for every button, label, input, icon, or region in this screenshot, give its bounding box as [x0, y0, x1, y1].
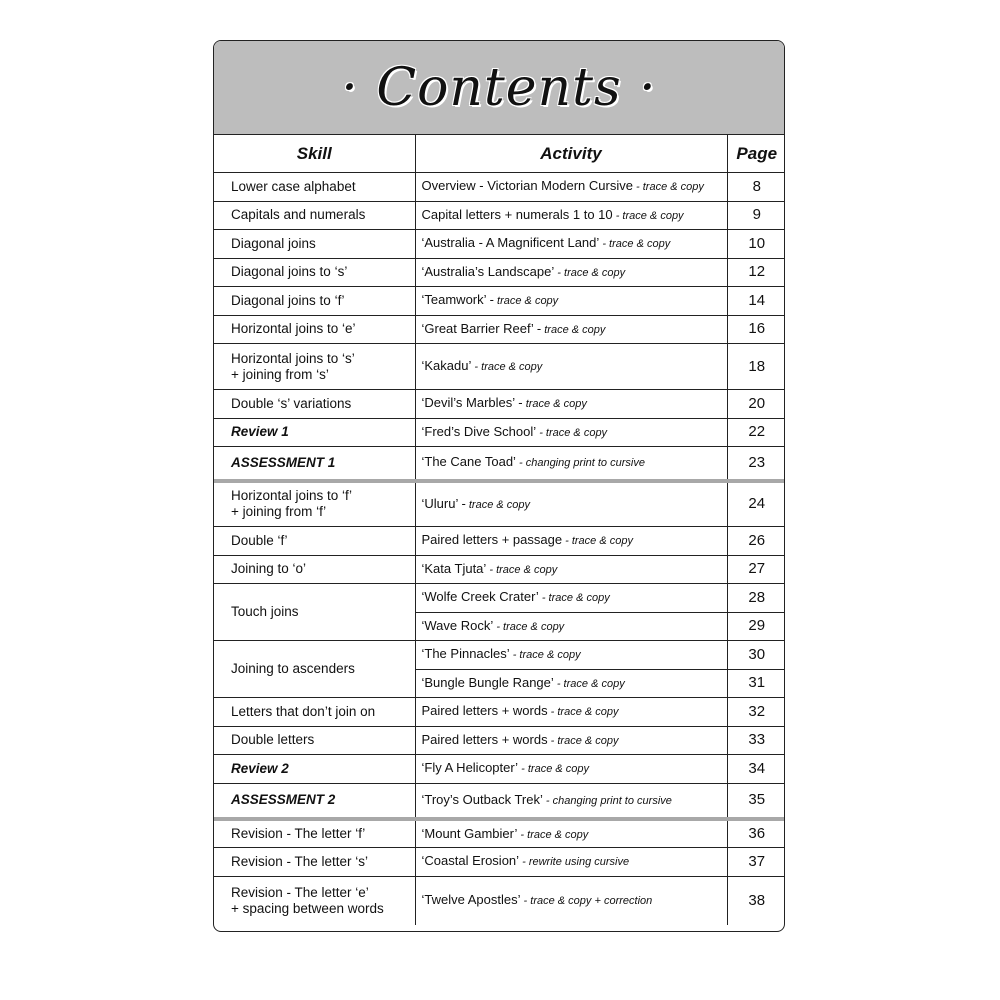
- skill-cell: Double ‘f’: [214, 527, 415, 556]
- page-number: 20: [727, 390, 785, 419]
- activity-text: ‘Teamwork’ -: [421, 292, 494, 308]
- activity-text: ‘Mount Gambier’: [421, 825, 518, 841]
- skill-cell: Capitals and numerals: [214, 201, 415, 230]
- activity-text: Paired letters + words: [421, 703, 548, 719]
- table-row: [214, 258, 785, 287]
- activity-note: - changing print to cursive: [542, 794, 672, 807]
- skill-cell: Revision - The letter ‘f’: [214, 819, 415, 848]
- activity-text: ‘Australia’s Landscape’: [421, 263, 555, 279]
- contents-card: [213, 40, 785, 932]
- page-number: 18: [727, 344, 785, 390]
- page-number: 12: [727, 258, 785, 287]
- skill-cell: Revision - The letter ‘s’: [214, 848, 415, 877]
- table-row: [214, 726, 785, 755]
- skill-cell: Lower case alphabet: [214, 173, 415, 202]
- activity-note: - trace & copy: [509, 649, 581, 662]
- skill-cell: Double ‘s’ variations: [214, 390, 415, 419]
- table-row: [214, 230, 785, 259]
- activity-note: trace & copy: [541, 323, 606, 336]
- activity-note: - trace & copy: [471, 361, 543, 373]
- activity-note: - changing print to cursive: [515, 457, 645, 470]
- activity-text: Overview - Victorian Modern Cursive: [421, 178, 633, 194]
- activity-note: - trace & copy: [632, 181, 704, 194]
- activity-cell: [415, 201, 727, 230]
- skill-cell: Letters that don’t join on: [214, 698, 415, 727]
- skill-cell: Horizontal joins to ‘e’: [214, 315, 415, 344]
- activity-text: ‘Kata Tjuta’: [421, 560, 487, 576]
- page-number: 34: [727, 755, 785, 784]
- skill-cell: Diagonal joins: [214, 230, 415, 259]
- table-row: [214, 418, 785, 447]
- activity-cell: [415, 344, 727, 390]
- contents-header: [214, 41, 784, 135]
- activity-text: Capital letters + numerals 1 to 10: [421, 206, 613, 222]
- page-number: 31: [727, 669, 785, 698]
- table-row: [214, 390, 785, 419]
- column-header-activity: Activity: [415, 135, 727, 173]
- activity-cell: [415, 527, 727, 556]
- activity-cell: [415, 258, 727, 287]
- skill-cell: Touch joins: [214, 584, 415, 641]
- activity-cell: [415, 819, 727, 848]
- page-number: 29: [727, 612, 785, 641]
- page-number: 35: [727, 783, 785, 819]
- skill-cell: Review 1: [214, 418, 415, 447]
- table-row: [214, 527, 785, 556]
- activity-note: - trace & copy: [518, 763, 589, 776]
- activity-cell: [415, 726, 727, 755]
- activity-note: - trace & copy: [562, 535, 633, 548]
- activity-note: trace & copy: [522, 398, 587, 411]
- activity-text: ‘Australia - A Magnificent Land’: [421, 235, 600, 251]
- page-number: 33: [727, 726, 785, 755]
- activity-text: ‘Fly A Helicopter’: [421, 760, 519, 776]
- activity-cell: [415, 669, 727, 698]
- activity-cell: [415, 447, 727, 481]
- activity-text: ‘Wolfe Creek Crater’: [421, 589, 539, 605]
- page-number: 26: [727, 527, 785, 556]
- skill-cell: Double letters: [214, 726, 415, 755]
- skill-cell: ASSESSMENT 2: [214, 783, 415, 819]
- activity-cell: [415, 555, 727, 584]
- activity-text: ‘Troy’s Outback Trek’: [421, 791, 543, 807]
- skill-line: Horizontal joins to ‘s’: [231, 350, 355, 366]
- activity-text: Paired letters + words: [421, 731, 548, 747]
- activity-text: ‘Devil’s Marbles’ -: [421, 395, 523, 411]
- table-row: [214, 481, 785, 527]
- table-row: [214, 201, 785, 230]
- activity-note: trace & copy: [465, 498, 531, 511]
- activity-note: - trace & copy: [554, 266, 626, 279]
- activity-text: ‘Kakadu’: [421, 358, 472, 373]
- activity-note: - trace & copy: [517, 828, 589, 841]
- table-row: [214, 698, 785, 727]
- activity-note: - trace & copy: [547, 706, 619, 719]
- activity-cell: [415, 755, 727, 784]
- page-number: 38: [748, 891, 766, 909]
- table-row: [214, 584, 785, 613]
- activity-cell: [415, 230, 727, 259]
- page-number: 30: [727, 641, 785, 670]
- page-number: 23: [727, 447, 785, 481]
- activity-cell: [415, 481, 727, 527]
- page-number: 27: [727, 555, 785, 584]
- activity-cell: [415, 848, 727, 877]
- skill-line: Horizontal joins to ‘f’: [231, 488, 353, 504]
- activity-text: ‘Bungle Bungle Range’: [421, 674, 554, 690]
- column-header-page: Page: [727, 135, 785, 173]
- skill-cell: ASSESSMENT 1: [214, 447, 415, 481]
- table-row: [214, 344, 785, 390]
- activity-text: ‘Twelve Apostles’: [421, 892, 521, 908]
- table-row: [214, 819, 785, 848]
- page-number: 14: [727, 287, 785, 316]
- activity-note: - trace & copy + correction: [520, 895, 653, 908]
- page-number: 37: [727, 848, 785, 877]
- activity-cell: [415, 287, 727, 316]
- activity-note: - trace & copy: [553, 677, 625, 690]
- skill-cell: [214, 481, 415, 527]
- activity-text: ‘Wave Rock’: [421, 617, 494, 633]
- activity-note: - trace & copy: [547, 734, 619, 747]
- activity-cell: [415, 418, 727, 447]
- activity-cell: [415, 783, 727, 819]
- activity-cell: [415, 173, 727, 202]
- activity-note: - trace & copy: [536, 426, 608, 439]
- activity-text: ‘Coastal Erosion’: [421, 853, 520, 869]
- activity-text: ‘Uluru’ -: [421, 495, 466, 511]
- activity-cell: [415, 390, 727, 419]
- activity-text: ‘Fred’s Dive School’: [421, 423, 537, 439]
- activity-note: - trace & copy: [612, 209, 684, 222]
- contents-table: [214, 135, 785, 925]
- skill-cell: Review 2: [214, 755, 415, 784]
- activity-text: ‘Great Barrier Reef’ -: [421, 320, 542, 336]
- skill-line: + joining from ‘s’: [231, 366, 329, 382]
- table-row: [214, 848, 785, 877]
- table-row: [214, 315, 785, 344]
- skill-cell: Joining to ascenders: [214, 641, 415, 698]
- page-number: 32: [727, 698, 785, 727]
- table-row: [214, 555, 785, 584]
- page-number: 28: [727, 584, 785, 613]
- activity-note: - trace & copy: [493, 620, 565, 633]
- table-row: [214, 173, 785, 202]
- table-row: [214, 447, 785, 481]
- skill-cell: Diagonal joins to ‘s’: [214, 258, 415, 287]
- activity-note: trace & copy: [493, 295, 559, 308]
- skill-cell: [214, 876, 415, 925]
- activity-text: Paired letters + passage: [421, 532, 563, 548]
- page-title: · Contents ·: [341, 57, 657, 118]
- page-number: 10: [727, 230, 785, 259]
- activity-cell: [415, 698, 727, 727]
- skill-line: + spacing between words: [231, 900, 384, 916]
- activity-text: ‘The Cane Toad’: [421, 454, 516, 470]
- page-number: 9: [727, 201, 785, 230]
- activity-note: - rewrite using cursive: [519, 856, 630, 869]
- table-row: [214, 641, 785, 670]
- activity-note: - trace & copy: [599, 238, 671, 251]
- skill-cell: [214, 344, 415, 390]
- page-number: 36: [727, 819, 785, 848]
- page-number: 16: [727, 315, 785, 344]
- activity-cell: [415, 876, 727, 925]
- activity-note: - trace & copy: [538, 592, 610, 605]
- page-number: 22: [727, 418, 785, 447]
- table-row: [214, 783, 785, 819]
- activity-text: ‘The Pinnacles’: [421, 646, 510, 662]
- skill-cell: Diagonal joins to ‘f’: [214, 287, 415, 316]
- table-row: [214, 755, 785, 784]
- table-row: [214, 876, 785, 925]
- skill-line: + joining from ‘f’: [231, 504, 327, 520]
- page-number: 24: [727, 481, 785, 527]
- skill-cell: Joining to ‘o’: [214, 555, 415, 584]
- activity-cell: [415, 641, 727, 670]
- table-row: [214, 287, 785, 316]
- activity-cell: [415, 315, 727, 344]
- skill-line: Revision - The letter ‘e’: [231, 884, 369, 900]
- activity-note: - trace & copy: [486, 563, 558, 576]
- activity-cell: [415, 612, 727, 641]
- column-header-skill: Skill: [214, 135, 415, 173]
- page-number: 8: [727, 173, 785, 202]
- activity-cell: [415, 584, 727, 613]
